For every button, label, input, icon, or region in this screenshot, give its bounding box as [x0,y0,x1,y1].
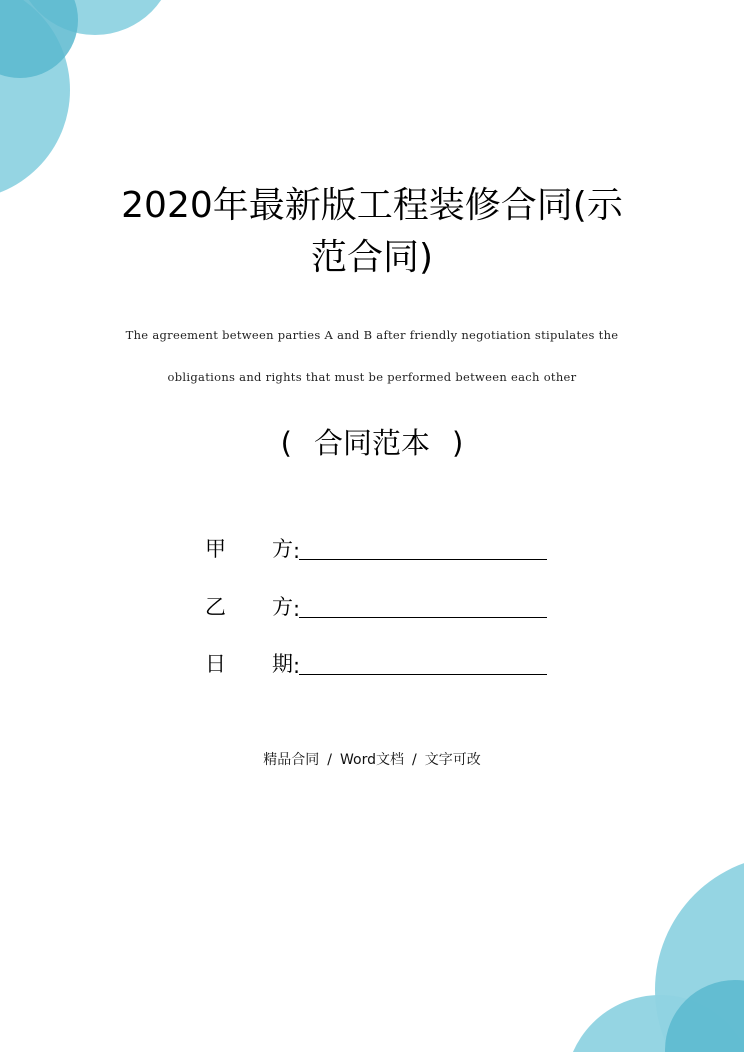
party-b-field [205,591,547,621]
party-a-colon: : [293,539,301,563]
date-label [205,648,293,678]
contract-sample-text: 合同范本 [313,426,430,460]
document-title [110,180,634,284]
title-line-1: 2020年最新版工程装修合同(示 [121,185,623,226]
close-paren: ) [452,426,464,460]
party-a-char1: 甲 [205,537,226,561]
party-a-field [205,533,547,563]
contract-sample-heading [0,423,744,463]
title-line-2: 范合同) [310,237,434,278]
date-char2: 期 [272,652,293,676]
footer-part-3: 文字可改 [424,752,481,768]
subtitle-line-1: The agreement between parties A and B after friendly negotiation stipulates the [125,328,619,342]
footer-part-2: Word文档 [340,752,404,768]
party-a-blank-line[interactable] [299,558,547,560]
subtitle-line-2: obligations and rights that must be performed between each other [167,370,577,384]
footer-sep-1: / [327,752,332,768]
party-a-label [205,533,293,563]
party-b-label [205,591,293,621]
date-field [205,648,547,678]
party-b-char2: 方 [272,595,293,619]
footer-sep-2: / [411,752,417,768]
footer-part-1: 精品合同 [263,752,320,768]
document-footer [0,749,744,769]
party-b-colon: : [293,597,301,621]
open-paren: ( [280,426,292,460]
party-b-char1: 乙 [205,595,226,619]
date-colon: : [293,654,301,678]
party-b-blank-line[interactable] [299,616,547,618]
date-char1: 日 [205,652,226,676]
party-a-char2: 方 [272,537,293,561]
date-blank-line[interactable] [299,673,547,675]
